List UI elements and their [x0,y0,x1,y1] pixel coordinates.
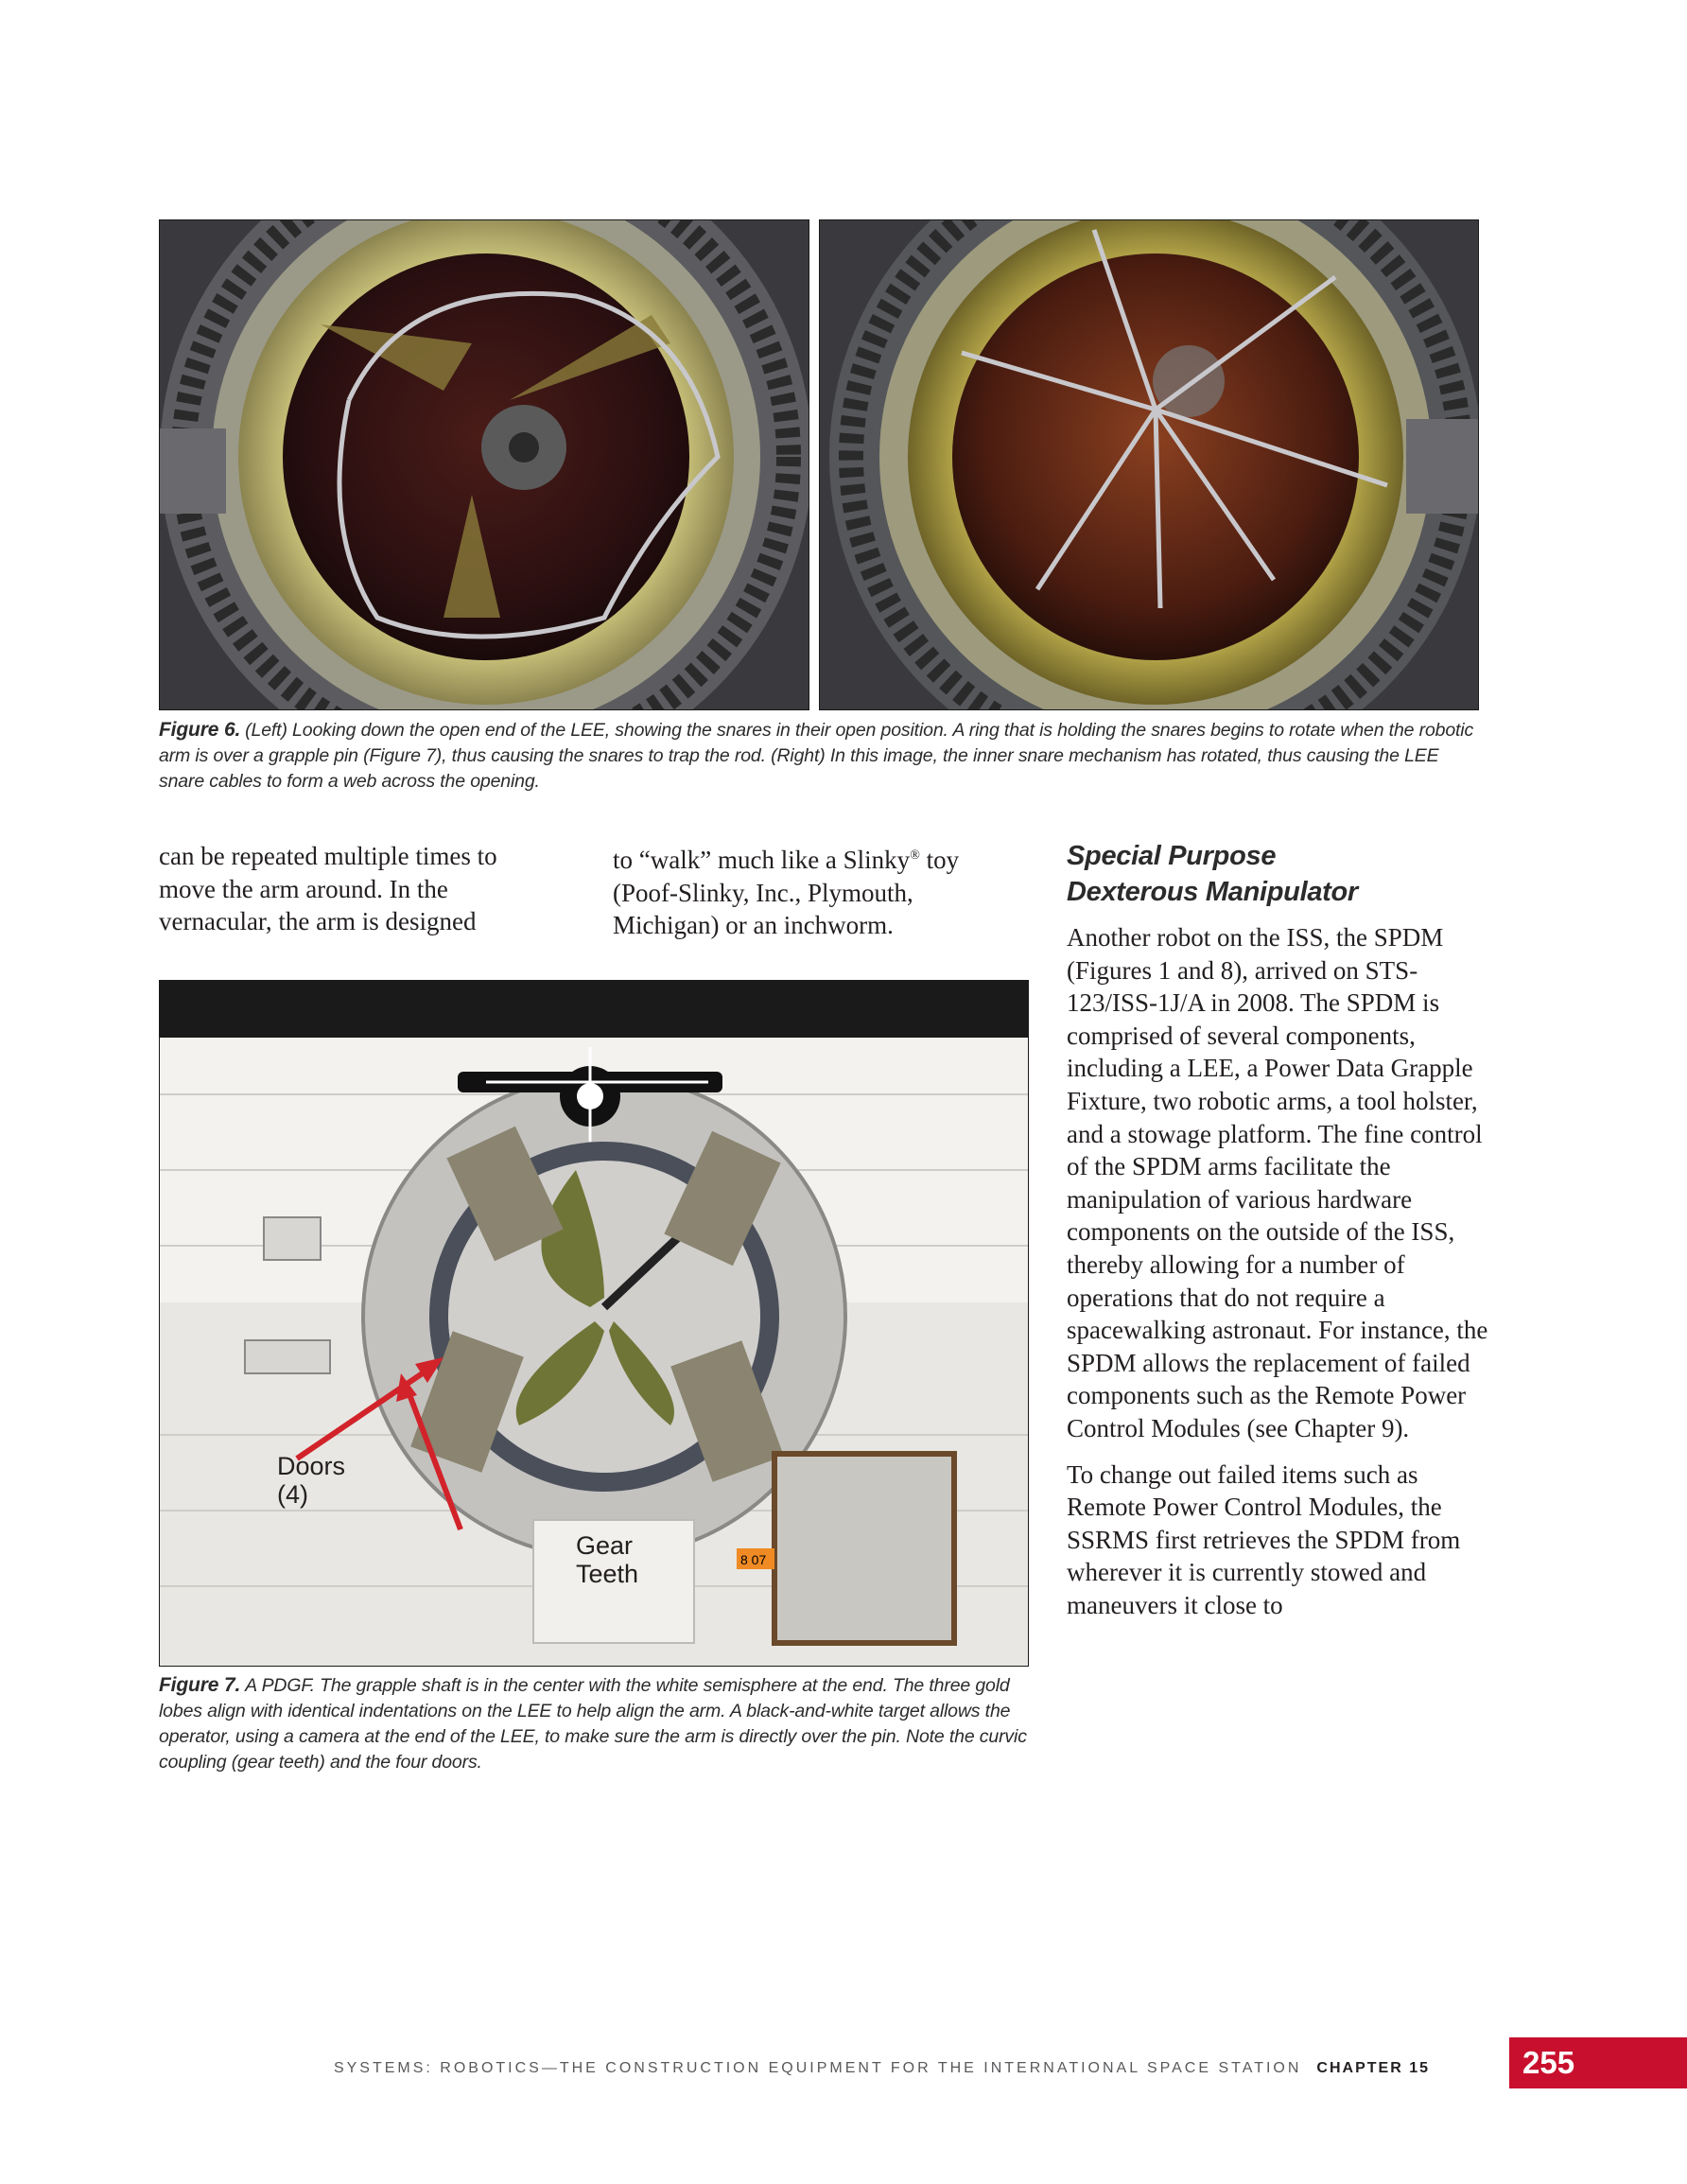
doors-label [277,1452,345,1509]
figure7-photo [159,980,1029,1667]
running-title: SYSTEMS: ROBOTICS—THE CONSTRUCTION EQUIPMENT FOR THE INTERNATIONAL SPACE STATION [333,2060,1302,2076]
panel-tag: 8 07 [740,1552,767,1567]
chapter-label: CHAPTER 15 [1316,2060,1430,2076]
column2-text-after: toy (Poof-Slinky, Inc., Plymouth, Michigan) or an inchworm. [613,846,960,940]
section-paragraph-1: Another robot on the ISS, the SPDM (Figures 1 and 8), arrived on STS-123/ISS-1J/A in 2008. The SPDM is comprised of several components, including a LEE, a Power Data Grapple Fixture, two robotic arms, a tool holster, and a stowage platform. The fine control of the SPDM arms facilitate the manipulation of various hardware components on the outside of the ISS, thereby allowing for a number of operations that do not require a spacewalking astronaut. For instance, the SPDM allows the replacement of failed components such as the Remote Power Control Modules (see Chapter 9). [1067,923,1488,1442]
registered-mark: ® [910,848,920,863]
figure6-caption-text: (Left) Looking down the open end of the LEE, showing the snares in their open position. A ring that is holding the snares begins to rotate when the robotic arm is over a grapple pin (Figure 7), thus causing the snares to trap the rod. (Right) In this image, the inner snare mechanism has rotated, thus causing the LEE snare cables to form a web across the opening. [159,720,1474,792]
column3-text [1067,921,1488,1634]
doors-label-line2: (4) [277,1480,308,1509]
gear-teeth-label-line1: Gear [576,1531,634,1560]
column2-text-before: to “walk” much like a Slinky [613,846,911,874]
figure6-left-photo [159,219,809,710]
figure7-caption [159,1672,1029,1775]
gear-teeth-label [576,1531,638,1588]
column1-text: can be repeated multiple times to move the arm around. In the vernacular, the arm is designed [159,842,497,936]
figure7-label: Figure 7. [159,1674,241,1696]
doors-label-line1: Doors [277,1452,346,1480]
section-heading: Special Purpose Dexterous Manipulator [1067,841,1358,907]
section-paragraph-2: To change out failed items such as Remote Power Control Modules, the SSRMS first retrieves the SPDM from wherever it is currently stowed and maneuvers it close to [1067,1459,1461,1619]
figure7-caption-text: A PDGF. The grapple shaft is in the center with the white semisphere at the end. The three gold lobes align with identical indentations on the LEE to help align the arm. A black-and-white target allows the operator, using a camera at the end of the LEE, to make sure the arm is directly over the pin. Note the curvic coupling (gear teeth) and the four doors. [159,1675,1027,1773]
running-footer [334,2060,1430,2077]
gear-teeth-label-line2: Teeth [576,1560,639,1588]
figure6-right-photo [819,219,1479,710]
page-number: 255 [1509,2037,1687,2088]
column2-paragraph [613,840,1010,955]
column1-paragraph [159,840,537,952]
figure6-label: Figure 6. [159,719,241,741]
figure6-caption [159,717,1483,795]
